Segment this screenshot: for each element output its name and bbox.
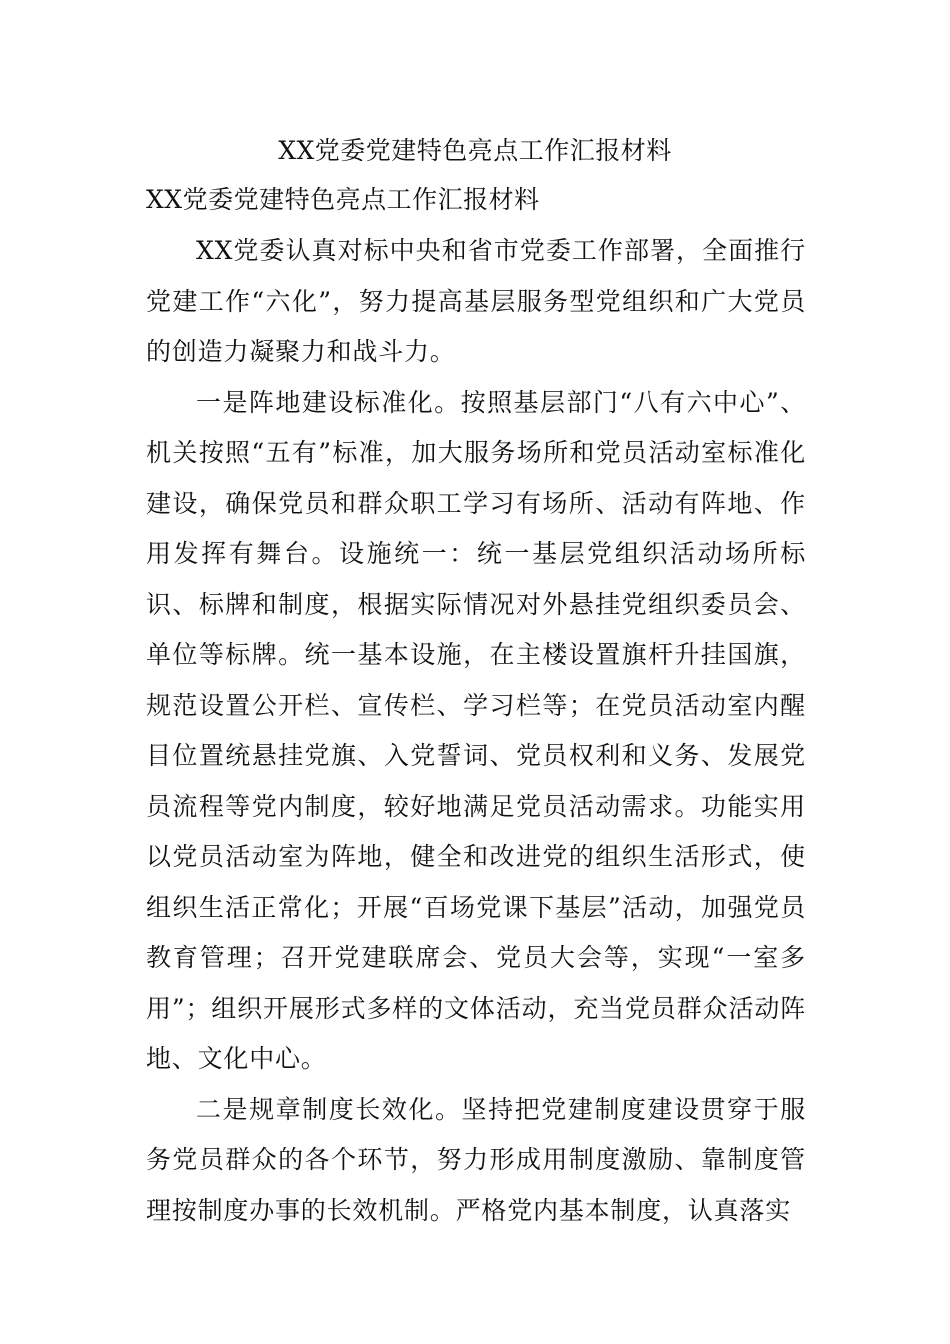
paragraph-position-construction: 一是阵地建设标准化。按照基层部门“八有六中心”、机关按照“五有”标准，加大服务场所和党员活动室标准化建设，确保党员和群众职工学习有场所、活动有阵地、作用发挥有舞台。设施统一：统一基层党组织活动场所标识、标牌和制度，根据实际情况对外悬挂党组织委员会、单位等标牌。统一基本设施，在主楼设置旗杆升挂国旗，规范设置公开栏、宣传栏、学习栏等；在党员活动室内醒目位置统悬挂党旗、入党誓词、党员权利和义务、发展党员流程等党内制度，较好地满足党员活动需求。功能实用以党员活动室为阵地，健全和改进党的组织生活形式，使组织生活正常化；开展“百场党课下基层”活动，加强党员教育管理；召开党建联席会、党员大会等，实现“一室多用”；组织开展形式多样的文体活动，充当党员群众活动阵地、文化中心。 [146, 387, 806, 1073]
document-subtitle: XX党委党建特色亮点工作汇报材料 [146, 185, 540, 214]
paragraph-intro: XX党委认真对标中央和省市党委工作部署，全面推行党建工作“六化”，努力提高基层服务型党组织和广大党员的创造力凝聚力和战斗力。 [146, 236, 806, 366]
document-body [146, 226, 806, 1236]
document-title: XX党委党建特色亮点工作汇报材料 [278, 136, 672, 165]
paragraph-rules-system: 二是规章制度长效化。坚持把党建制度建设贯穿于服务党员群众的各个环节，努力形成用制度激励、靠制度管理按制度办事的长效机制。严格党内基本制度，认真落实 [146, 1094, 806, 1225]
